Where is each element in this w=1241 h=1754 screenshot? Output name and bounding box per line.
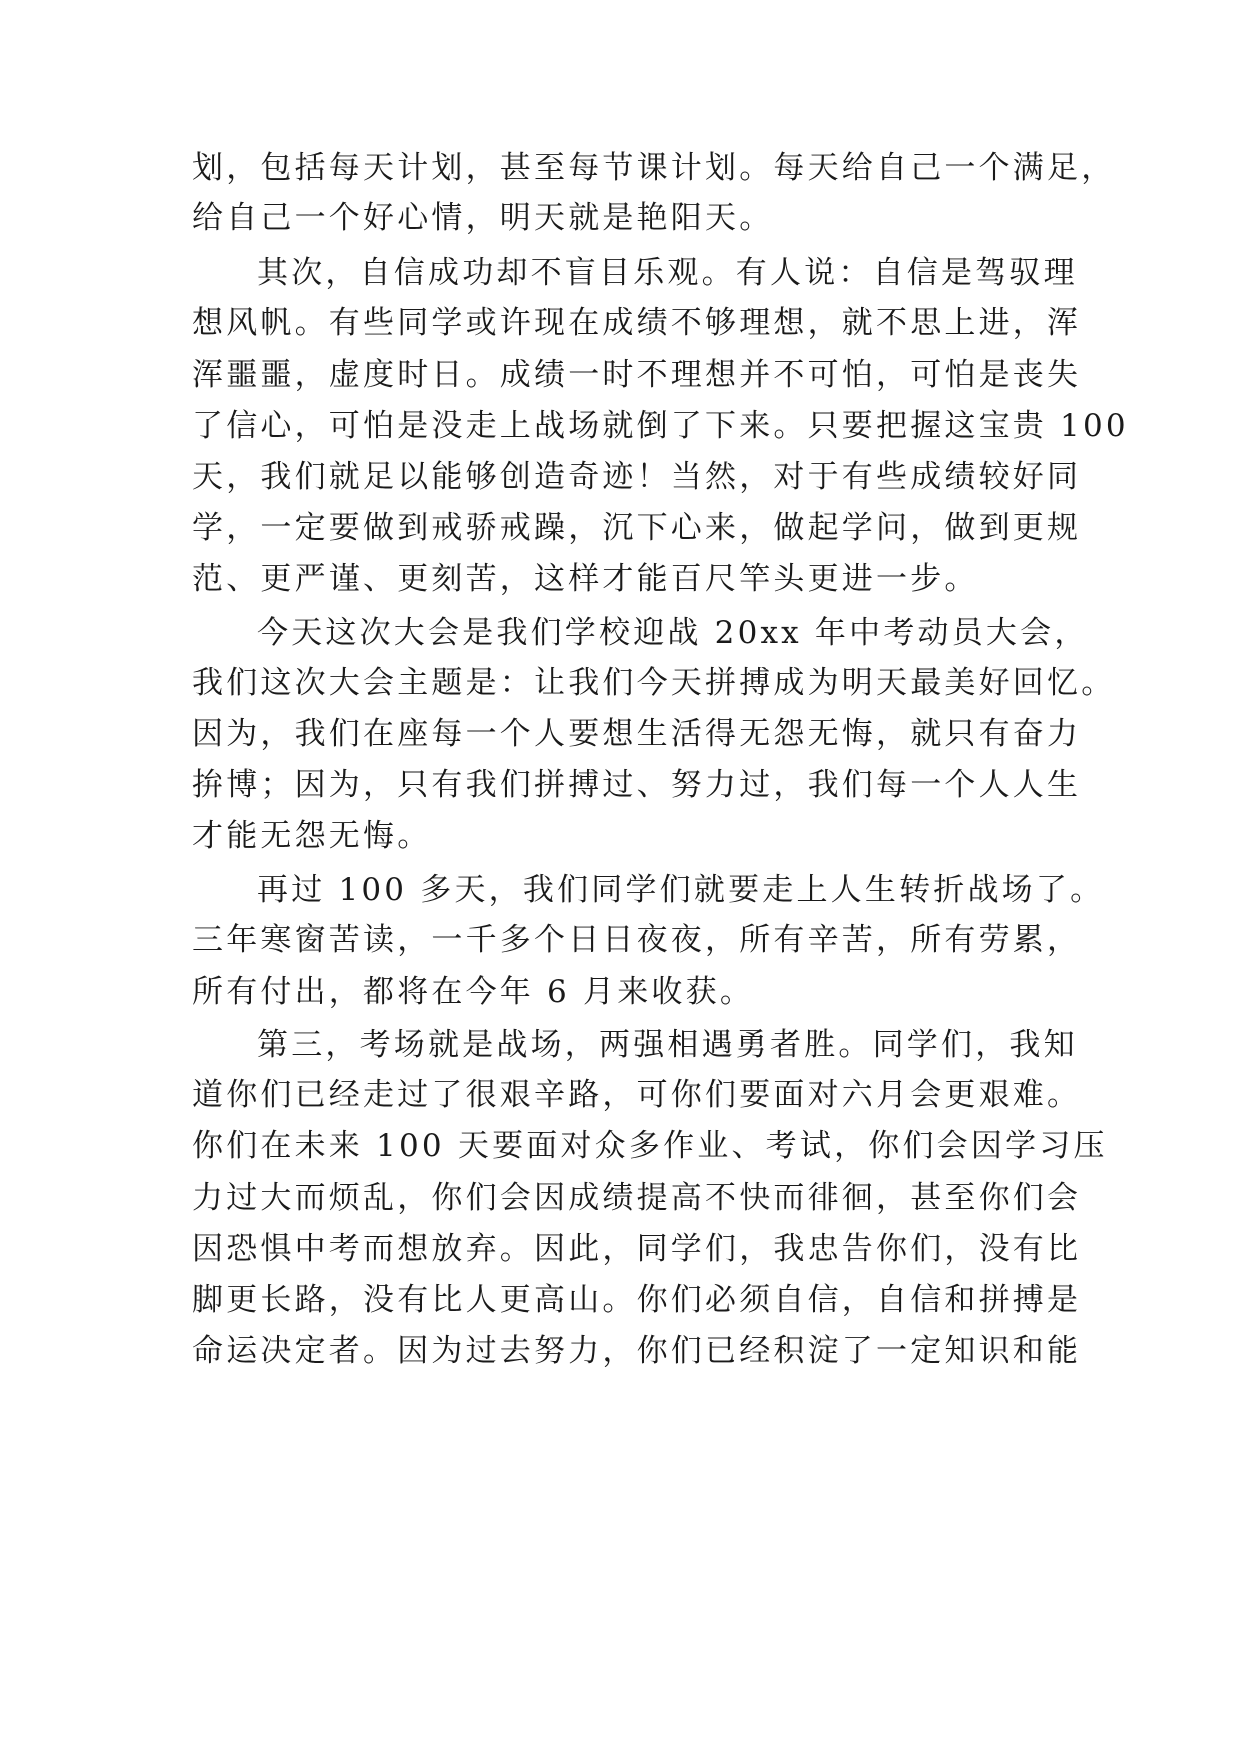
text-line: 力过大而烦乱，你们会因成绩提高不快而徘徊，甚至你们会 bbox=[192, 1180, 1082, 1216]
paragraph-first-line: 其次，自信成功却不盲目乐观。有人说：自信是驾驭理 bbox=[257, 255, 1078, 291]
text-line: 天，我们就足以能够创造奇迹！当然，对于有些成绩较好同 bbox=[192, 459, 1082, 495]
text-line: 命运决定者。因为过去努力，你们已经积淀了一定知识和能 bbox=[192, 1333, 1082, 1369]
text-line: 脚更长路，没有比人更高山。你们必须自信，自信和拼搏是 bbox=[192, 1282, 1082, 1318]
text-line: 了信心，可怕是没走上战场就倒了下来。只要把握这宝贵 100 bbox=[192, 408, 1129, 444]
text-line: 才能无怨无悔。 bbox=[192, 818, 432, 854]
text-line: 划，包括每天计划，甚至每节课计划。每天给自己一个满足， bbox=[192, 150, 1116, 186]
text-line: 想风帆。有些同学或许现在成绩不够理想，就不思上进，浑 bbox=[192, 305, 1082, 341]
text-line: 所有付出，都将在今年 6 月来收获。 bbox=[192, 974, 755, 1010]
paragraph-first-line: 再过 100 多天，我们同学们就要走上人生转折战场了。 bbox=[257, 872, 1105, 908]
text-line: 三年寒窗苦读，一千多个日日夜夜，所有辛苦，所有劳累， bbox=[192, 922, 1082, 958]
text-line: 我们这次大会主题是：让我们今天拼搏成为明天最美好回忆。 bbox=[192, 665, 1116, 701]
text-line: 拚博；因为，只有我们拼搏过、努力过，我们每一个人人生 bbox=[192, 767, 1082, 803]
text-line: 你们在未来 100 天要面对众多作业、考试，你们会因学习压 bbox=[192, 1128, 1108, 1164]
text-line: 学，一定要做到戒骄戒躁，沉下心来，做起学问，做到更规 bbox=[192, 510, 1082, 546]
text-line: 道你们已经走过了很艰辛路，可你们要面对六月会更艰难。 bbox=[192, 1077, 1082, 1113]
paragraph-first-line: 第三，考场就是战场，两强相遇勇者胜。同学们，我知 bbox=[257, 1027, 1078, 1063]
text-line: 范、更严谨、更刻苦，这样才能百尺竿头更进一步。 bbox=[192, 561, 979, 597]
paragraph-first-line: 今天这次大会是我们学校迎战 20xx 年中考动员大会， bbox=[257, 615, 1089, 651]
text-line: 因为，我们在座每一个人要想生活得无怨无悔，就只有奋力 bbox=[192, 716, 1082, 752]
text-line: 因恐惧中考而想放弃。因此，同学们，我忠告你们，没有比 bbox=[192, 1231, 1082, 1267]
text-line: 浑噩噩，虚度时日。成绩一时不理想并不可怕，可怕是丧失 bbox=[192, 357, 1082, 393]
text-line: 给自己一个好心情，明天就是艳阳天。 bbox=[192, 200, 774, 236]
